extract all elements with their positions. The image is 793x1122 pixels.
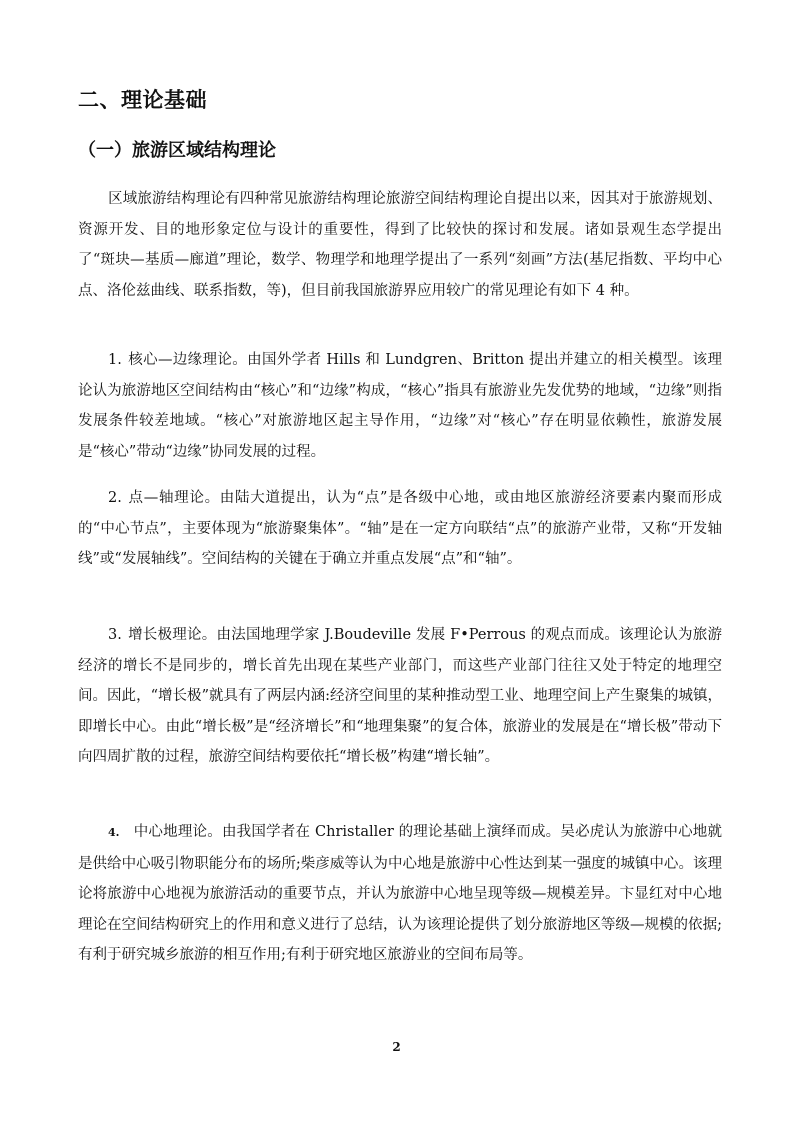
item-text: 点—轴理论。由陆大道提出，认为“点”是各级中心地，或由地区旅游经济要素内聚而形成的“中心节点”，主要体现为“旅游聚集体”。“轴”是在一定方向联结“点”的旅游产业带，又称“开发轴线”或“发展轴线”。空间结构的关键在于确立并重点发展“点”和“轴”。 [78,490,722,567]
theory-item-4 [78,817,722,971]
subsection-title: （一）旅游区域结构理论 [78,140,276,161]
item-text: 核心—边缘理论。由国外学者 Hills 和 Lundgren、Britton 提出并建立的相关模型。该理论认为旅游地区空间结构由“核心”和“边缘”构成，“核心”指具有旅游业先发优势的地域，“边缘”则指发展条件较差地域。“核心”对旅游地区起主导作用，“边缘”对“核心”存在明显依赖性，旅游发展是“核心”带动“边缘”协同发展的过程。 [78,352,722,460]
item-text: 增长极理论。由法国地理学家 J.Boudeville 发展 F•Perrous 的观点而成。该理论认为旅游经济的增长不是同步的，增长首先出现在某些产业部门，而这些产业部门往往又处于特定的地理空间。因此，“增长极”就具有了两层内涵:经济空间里的某种推动型工业、地理空间上产生聚集的城镇，即增长中心。由此“增长极”是“经济增长”和“地理集聚”的复合体，旅游业的发展是在“增长极”带动下向四周扩散的过程，旅游空间结构要依托“增长极”构建“增长轴”。 [78,627,722,765]
theory-item-3 [78,620,722,773]
intro-text: 区域旅游结构理论有四种常见旅游结构理论旅游空间结构理论自提出以来，因其对于旅游规划、资源开发、目的地形象定位与设计的重要性，得到了比较快的探讨和发展。诸如景观生态学提出了“斑块—基质—廊道”理论，数学、物理学和地理学提出了一系列“刻画”方法(基尼指数、平均中心点、洛伦兹曲线、联系指数，等)，但目前我国旅游界应用较广的常见理论有如下 4 种。 [78,191,722,299]
item-text: 中心地理论。由我国学者在 Christaller 的理论基础上演绎而成。吴必虎认为旅游中心地就是供给中心吸引物职能分布的场所;柴彦威等认为中心地是旅游中心性达到某一强度的城镇中心。该理论将旅游中心地视为旅游活动的重要节点，并认为旅游中心地呈现等级—规模差异。卞显红对中心地理论在空间结构研究上的作用和意义进行了总结，认为该理论提供了划分旅游地区等级—规模的依据;有利于研究城乡旅游的相互作用;有利于研究地区旅游业的空间布局等。 [78,824,722,963]
intro-paragraph [78,184,722,306]
item-number: 1. [108,352,122,368]
theory-item-1 [78,345,722,467]
item-number: 2. [108,490,122,506]
theory-item-2 [78,483,722,575]
section-title: 二、理论基础 [78,88,207,112]
item-number: 4. [108,826,120,839]
page-number: 2 [392,1040,401,1054]
item-number: 3. [108,627,122,643]
